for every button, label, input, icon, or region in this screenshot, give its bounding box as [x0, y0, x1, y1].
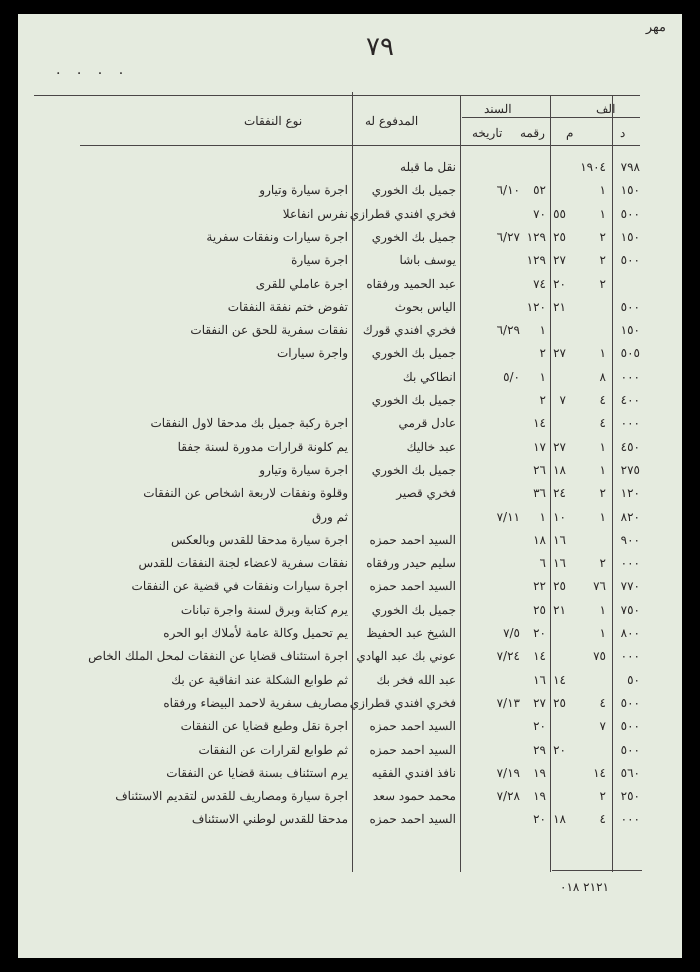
- cell-doc-number: ١٧: [533, 439, 546, 454]
- cell-expense-type: اجرة ركبة جميل بك مدحقا لاول النفقات: [150, 416, 348, 431]
- cell-doc-number: ٢٥: [533, 602, 546, 617]
- cell-payee: الشيخ عبد الحفيظ: [366, 626, 456, 640]
- cell-payee: السيد احمد حمزه: [369, 579, 456, 594]
- cell-payee: سليم حيدر ورفقاه: [366, 556, 456, 571]
- cell-expense-type: اجرة استئناف قضايا عن النفقات لمحل الملك الخاص: [88, 649, 348, 664]
- cell-expense-type: اجرة سيارة ومصاريف للقدس لتقديم الاستئناف: [115, 789, 348, 804]
- cell-payee: جميل بك الخوري: [371, 183, 456, 198]
- cell-amount-sub: ١٤: [553, 672, 566, 687]
- cell-expense-type: مدحقا للقدس لوطني الاستئناف: [191, 812, 348, 827]
- cell-payee: فخري افندي قطرازي: [349, 206, 456, 221]
- cell-doc-date: ٦/١٠: [496, 183, 520, 198]
- cell-payee: الياس بحوث: [394, 299, 456, 314]
- cell-amount-main: ١: [599, 509, 606, 524]
- cell-expense-type: اجرة سيارة: [291, 253, 348, 268]
- cell-doc-number: ١٩: [533, 789, 546, 804]
- cell-amount-fils: ٠٠٠: [620, 416, 640, 431]
- cell-doc-number: ٧٤: [533, 276, 546, 291]
- cell-amount-main: ١: [599, 462, 606, 477]
- cell-doc-number: ١٤: [533, 649, 546, 664]
- cell-payee: جميل بك الخوري: [371, 602, 456, 617]
- cell-amount-main: ٤: [599, 812, 606, 827]
- cell-expense-type: اجرة عاملي للقرى: [255, 276, 348, 291]
- cell-amount-fils: ١٥٠: [620, 183, 640, 198]
- cell-expense-type: اجرة سيارة وتيارو: [259, 183, 348, 198]
- cell-amount-sub: ٢٧: [553, 346, 566, 361]
- cell-amount-sub: ١٠: [553, 509, 566, 524]
- cell-amount-fils: ٤٠٠: [620, 393, 640, 407]
- cell-doc-number: ١٢٠: [526, 299, 546, 314]
- cell-expense-type: ثم طوابع لقرارات عن النفقات: [198, 742, 348, 757]
- cell-amount-main: ٨: [599, 369, 606, 384]
- cell-doc-number: ٢: [539, 346, 546, 361]
- cell-doc-number: ٣٦: [533, 486, 546, 501]
- cell-amount-main: ٢: [599, 789, 606, 804]
- cell-amount-fils: ٥٦٠: [620, 765, 640, 780]
- header-rule-sub: [462, 117, 640, 118]
- cell-payee: السيد احمد حمزه: [369, 532, 456, 547]
- cell-expense-type: يرم استئناف بسنة قضايا عن النفقات: [166, 765, 348, 780]
- cell-amount-fils: ٥٠: [627, 672, 640, 687]
- cell-expense-type: ثم طوابع الشكلة عند انفاقية عن بك: [171, 672, 348, 687]
- cell-amount-fils: ٢٥٠: [620, 789, 640, 804]
- cell-amount-main: ١: [599, 602, 606, 617]
- cell-amount-fils: ١٢٠: [620, 486, 640, 501]
- cell-payee: عبد خاليك: [406, 439, 456, 454]
- document-page: [18, 14, 682, 958]
- cell-amount-sub: ٢٥: [553, 695, 566, 710]
- cell-payee: فخري افندي قطرازي: [349, 695, 456, 710]
- cell-doc-date: ٧/١١: [496, 509, 520, 524]
- cell-doc-date: ٧/١٣: [496, 695, 520, 710]
- column-rule-payee: [460, 96, 461, 872]
- cell-amount-main: ١: [599, 183, 606, 198]
- cell-amount-sub: ٧: [559, 393, 566, 407]
- cell-amount-sub: ١٨: [553, 812, 566, 827]
- cell-payee: يوسف باشا: [399, 253, 456, 268]
- cell-payee: جميل بك الخوري: [371, 229, 456, 244]
- header-col-d: د: [620, 126, 626, 140]
- cell-amount-main: ٧: [599, 719, 606, 734]
- cell-amount-fils: ٥٠٠: [620, 253, 640, 268]
- cell-amount-main: ٢: [599, 556, 606, 571]
- cell-amount-main: ١: [599, 206, 606, 221]
- header-col-m: م: [566, 126, 574, 140]
- header-doc-date: تاريخه: [472, 126, 503, 140]
- cell-amount-sub: ٢٥: [553, 229, 566, 244]
- cell-expense-type: يم تحميل وكالة عامة لأملاك ابو الحره: [163, 626, 348, 640]
- cell-amount-fils: ٠٠٠: [620, 649, 640, 664]
- column-rule-doc: [550, 96, 551, 872]
- cell-payee: عبد الحميد ورفقاه: [366, 276, 456, 291]
- cell-expense-type: نفقات سفرية للحق عن النفقات: [190, 323, 348, 338]
- cell-expense-type: وقلوة ونفقات لاربعة اشخاص عن النفقات: [143, 486, 348, 501]
- cell-payee: عادل قرمي: [398, 416, 456, 431]
- cell-doc-number: ٢٠: [533, 626, 546, 640]
- cell-payee: جميل بك الخوري: [371, 462, 456, 477]
- cell-amount-fils: ٥٠٥: [620, 346, 640, 361]
- cell-payee: جميل بك الخوري: [371, 393, 456, 407]
- cell-amount-main: ٧٥: [593, 649, 606, 664]
- header-thousand: الف: [596, 102, 616, 116]
- cell-amount-sub: ٢٧: [553, 439, 566, 454]
- cell-amount-main: ٢: [599, 253, 606, 268]
- cell-doc-number: ١٢٩: [526, 253, 546, 268]
- cell-expense-type: اجرة سيارة مدحقا للقدس وبالعكس: [170, 532, 348, 547]
- cell-expense-type: نفرس انفاعلا: [282, 206, 348, 221]
- cell-amount-fils: ٥٠٠: [620, 206, 640, 221]
- cell-doc-date: ٦/٢٧: [496, 229, 520, 244]
- cell-expense-type: اجرة سيارات ونفقات في قضية عن النفقات: [131, 579, 348, 594]
- cell-payee: فخري افندي قورك: [362, 323, 456, 338]
- cell-amount-sub: ٢٧: [553, 253, 566, 268]
- cell-amount-main: ١: [599, 626, 606, 640]
- cell-amount-fils: ٠٠٠: [620, 812, 640, 827]
- total-rule: [552, 870, 642, 871]
- cell-payee: عبد الله فخر بك: [376, 672, 456, 687]
- cell-amount-sub: ١٦: [553, 556, 566, 571]
- cell-payee: السيد احمد حمزه: [369, 812, 456, 827]
- cell-amount-main: ٧٦: [593, 579, 606, 594]
- cell-doc-number: ٢: [539, 393, 546, 407]
- cell-amount-fils: ٥٠٠: [620, 299, 640, 314]
- cell-amount-main: ١٤: [593, 765, 606, 780]
- cell-amount-sub: ٢٥: [553, 579, 566, 594]
- cell-amount-fils: ٧٥٠: [620, 602, 640, 617]
- cell-payee: جميل بك الخوري: [371, 346, 456, 361]
- cell-doc-number: ٢٧: [533, 695, 546, 710]
- cell-amount-main: ٤: [599, 416, 606, 431]
- header-rule-bottom: [80, 145, 640, 146]
- cell-payee: نافذ افندي الفقيه: [371, 765, 456, 780]
- cell-amount-fils: ٠٠٠: [620, 556, 640, 571]
- cell-amount-main: ٤: [599, 393, 606, 407]
- cell-amount-main: ١: [599, 346, 606, 361]
- cell-amount-fils: ٢٧٥: [620, 462, 640, 477]
- cell-payee: السيد احمد حمزه: [369, 742, 456, 757]
- cell-doc-number: ١٩: [533, 765, 546, 780]
- cell-amount-main: ٢: [599, 486, 606, 501]
- cell-expense-type: يرم كتابة وبرق لسنة واجرة تبانات: [180, 602, 348, 617]
- cell-amount-sub: ١٦: [553, 532, 566, 547]
- cell-amount-main: ٢: [599, 229, 606, 244]
- cell-amount-sub: ٢٠: [553, 276, 566, 291]
- cell-amount-sub: ١٨: [553, 462, 566, 477]
- cell-amount-sub: ٥٥: [553, 206, 566, 221]
- cell-amount-fils: ٧٧٠: [620, 579, 640, 594]
- cell-amount-sub: ٢١: [553, 602, 566, 617]
- ledger-total: ٢١٢١ ٠١٨: [560, 880, 609, 894]
- cell-amount-fils: ١٥٠: [620, 229, 640, 244]
- cell-amount-main: ١: [599, 439, 606, 454]
- cell-payee: انطاكي بك: [402, 369, 456, 384]
- cell-doc-number: ١: [539, 323, 546, 338]
- cell-amount-main: ٤: [599, 695, 606, 710]
- cell-payee: محمد حمود سعد: [372, 789, 456, 804]
- cell-expense-type: نفقات سفرية لاعضاء لجنة النفقات للقدس: [138, 556, 348, 571]
- cell-expense-type: اجرة نقل وطبع قضايا عن النفقات: [180, 719, 348, 734]
- cell-amount-fils: ٥٠٠: [620, 695, 640, 710]
- cell-doc-number: ١٢٩: [526, 229, 546, 244]
- cell-doc-date: ٧/١٩: [496, 765, 520, 780]
- cell-doc-number: ٢٦: [533, 462, 546, 477]
- header-doc-number: رقمه: [520, 126, 545, 140]
- cell-expense-type: ثم ورق: [311, 509, 348, 524]
- cell-doc-number: ٥٢: [533, 183, 546, 198]
- cell-doc-date: ٧/٢٤: [496, 649, 520, 664]
- cell-payee: نقل ما قبله: [400, 160, 456, 174]
- cell-doc-number: ٢٠: [533, 719, 546, 734]
- cell-payee: عوني بك عبد الهادي: [356, 649, 456, 664]
- cell-amount-fils: ١٥٠: [620, 323, 640, 338]
- cell-doc-date: ٧/٥: [503, 626, 520, 640]
- cell-amount-fils: ٥٠٠: [620, 719, 640, 734]
- page-number: ٧٩: [366, 32, 394, 62]
- cell-expense-type: يم كلونة قرارات مدورة لسنة جفقا: [177, 439, 348, 454]
- corner-mark: ﻣﮭﺮ: [645, 20, 666, 35]
- cell-amount-fils: ٥٠٠: [620, 742, 640, 757]
- cell-expense-type: اجرة سيارات ونفقات سفرية: [206, 229, 348, 244]
- cell-amount-sub: ٢٠: [553, 742, 566, 757]
- cell-expense-type: مصاريف سفرية لاحمد البيضاء ورفقاه: [163, 695, 348, 710]
- cell-doc-number: ١٦: [533, 672, 546, 687]
- cell-amount-fils: ٨٢٠: [620, 509, 640, 524]
- cell-doc-number: ٢٠: [533, 812, 546, 827]
- top-dots: . . . .: [56, 62, 130, 78]
- header-beneficiary: المدفوع له: [365, 114, 419, 128]
- cell-doc-date: ٥/٠: [503, 369, 520, 384]
- cell-doc-number: ١: [539, 509, 546, 524]
- cell-expense-type: واجرة سيارات: [276, 346, 348, 361]
- cell-amount-main: ٢: [599, 276, 606, 291]
- header-expense-type: نوع النفقات: [244, 114, 303, 128]
- cell-doc-number: ١٨: [533, 532, 546, 547]
- cell-amount-sub: ٢١: [553, 299, 566, 314]
- header-document: السند: [484, 102, 512, 116]
- cell-amount-fils: ٧٩٨: [620, 160, 640, 174]
- cell-expense-type: تفوض ختم نفقة النفقات: [227, 299, 348, 314]
- cell-amount-main: ١٩٠٤: [580, 160, 606, 174]
- cell-doc-number: ٢٩: [533, 742, 546, 757]
- cell-doc-date: ٧/٢٨: [496, 789, 520, 804]
- cell-doc-number: ٧٠: [533, 206, 546, 221]
- cell-amount-sub: ٢٤: [553, 486, 566, 501]
- cell-amount-fils: ٨٠٠: [620, 626, 640, 640]
- cell-doc-number: ١٤: [533, 416, 546, 431]
- cell-amount-fils: ٩٠٠: [620, 532, 640, 547]
- cell-amount-fils: ٠٠٠: [620, 369, 640, 384]
- cell-amount-fils: ٤٥٠: [620, 439, 640, 454]
- column-rule-amount: [612, 96, 613, 872]
- cell-expense-type: اجرة سيارة وتيارو: [259, 462, 348, 477]
- cell-doc-number: ٦: [539, 556, 546, 571]
- cell-doc-number: ٢٢: [533, 579, 546, 594]
- cell-doc-number: ١: [539, 369, 546, 384]
- cell-payee: السيد احمد حمزه: [369, 719, 456, 734]
- cell-doc-date: ٦/٢٩: [496, 323, 520, 338]
- cell-payee: فخري قصير: [396, 486, 456, 501]
